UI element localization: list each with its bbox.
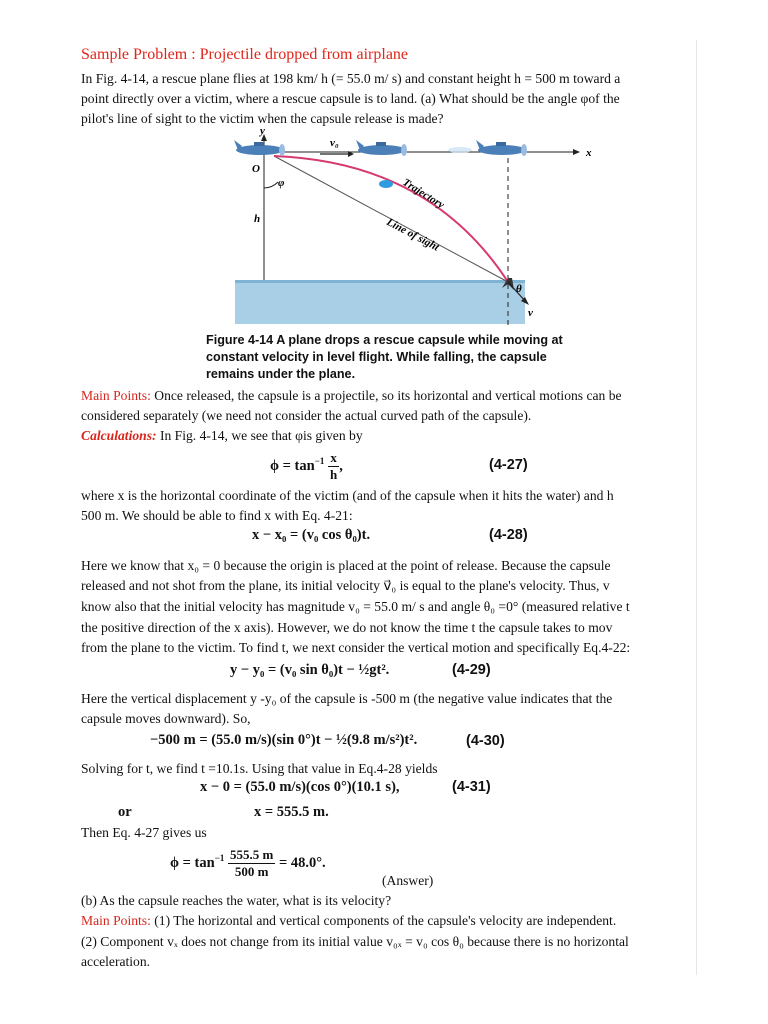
main-points-text: Once released, the capsule is a projectile, so its horizontal and vertical motions can be <box>154 388 622 403</box>
body-line: Here the vertical displacement y -y₀ of the capsule is -500 m (the negative value indicates that the <box>81 691 613 706</box>
main-points-label: Main Points: <box>81 913 151 928</box>
body-line: from the plane to the victim. To find t, we next consider the vertical motion and specifically Eq.4-22: <box>81 640 631 655</box>
intro-line: In Fig. 4-14, a rescue plane flies at 198 km/ h (= 55.0 m/ s) and constant height h = 500 m toward a <box>81 71 621 86</box>
body-line: capsule moves downward). So, <box>81 711 251 726</box>
equation-number: (4-31) <box>452 779 491 795</box>
x-axis-arrow <box>573 149 580 155</box>
v-label: v <box>528 307 533 319</box>
figure-caption <box>206 332 606 383</box>
v0-label: v₀ <box>330 137 339 149</box>
equation-4-27 <box>270 450 343 483</box>
body-line: the positive direction of the x axis). However, we do not know the time t the capsule takes to mov <box>81 620 613 635</box>
fraction <box>328 450 339 483</box>
sample-problem-title: Sample Problem : Projectile dropped from airplane <box>81 46 409 63</box>
body-line: (2) Component vₓ does not change from its initial value v₀ₓ = v₀ cos θ₀ because there is no horizontal <box>81 934 629 949</box>
body-line: acceleration. <box>81 954 151 969</box>
projectile-figure <box>190 128 610 328</box>
part-b-question: (b) As the capsule reaches the water, what is its velocity? <box>81 893 392 908</box>
calculations-text: In Fig. 4-14, we see that φis given by <box>159 428 363 443</box>
eq-lhs: ϕ = tan <box>170 854 215 871</box>
eq-tail: , <box>339 457 343 474</box>
figure-caption-line: A plane drops a rescue capsule while moving at <box>276 333 563 347</box>
x-axis-label: x <box>586 147 592 159</box>
page-edge <box>696 40 697 975</box>
water-surface <box>235 280 525 324</box>
eq-sup: −1 <box>214 853 225 863</box>
trajectory-label: Trajectory <box>400 176 447 212</box>
water-line <box>235 280 525 283</box>
body-line: know also that the initial velocity has magnitude v₀ = 55.0 m/ s and angle θ₀ =0° (measured relative t <box>81 599 630 614</box>
equation-4-28: x − x₀ = (v₀ cos θ₀)t. <box>252 527 371 543</box>
theta-label: θ <box>516 283 522 295</box>
intro-line: pilot's line of sight to the victim when the capsule release is made? <box>81 111 444 126</box>
line-of-sight-label: Line of sight <box>384 216 441 254</box>
equation-phi-result <box>170 847 326 880</box>
main-points-text: (1) The horizontal and vertical components of the capsule's velocity are independent. <box>154 913 617 928</box>
equation-number: (4-27) <box>489 457 528 473</box>
origin-label: O <box>252 163 260 175</box>
body-line: released and not shot from the plane, its initial velocity v⃗₀ is equal to the plane's velocity. Thus, v <box>81 578 610 593</box>
figure-caption-number: Figure 4-14 <box>206 333 274 347</box>
fraction-denominator: h <box>329 467 338 482</box>
main-points-paragraph <box>81 386 691 406</box>
y-axis-label: y <box>260 128 265 137</box>
body-line: 500 m. We should be able to find x with Eq. 4-21: <box>81 508 353 523</box>
phi-label: φ <box>278 177 285 189</box>
equation-4-31: x − 0 = (55.0 m/s)(cos 0°)(10.1 s), <box>200 779 400 795</box>
intro-line: point directly over a victim, where a rescue capsule is to land. (a) What should be the angle φof the <box>81 91 620 106</box>
fraction-numerator: 555.5 m <box>229 847 274 862</box>
main-points-label: Main Points: <box>81 388 151 403</box>
body-line: Here we know that x₀ = 0 because the origin is placed at the point of release. Because the capsule <box>81 558 611 573</box>
fraction-numerator: x <box>328 450 339 467</box>
plane-icon <box>448 140 527 156</box>
figure-caption-line: remains under the plane. <box>206 367 356 381</box>
capsule-icon <box>379 180 393 188</box>
fraction-denominator: 500 m <box>234 864 269 879</box>
plane-icon <box>234 140 285 156</box>
body-line: Solving for t, we find t =10.1s. Using that value in Eq.4-28 yields <box>81 761 438 776</box>
calculations-paragraph <box>81 426 691 446</box>
equation-number: (4-29) <box>452 662 491 678</box>
equation-number: (4-30) <box>466 733 505 749</box>
equation-4-30: −500 m = (55.0 m/s)(sin 0°)t − ½(9.8 m/s²)t². <box>150 732 418 748</box>
h-label: h <box>254 213 261 225</box>
answer-label: (Answer) <box>382 873 434 888</box>
plane-icon <box>356 140 407 156</box>
body-line: where x is the horizontal coordinate of the victim (and of the capsule when it hits the water) and h <box>81 488 614 503</box>
phi-arc <box>264 182 278 188</box>
body-line: Then Eq. 4-27 gives us <box>81 825 207 840</box>
equation-number: (4-28) <box>489 527 528 543</box>
calculations-label: Calculations: <box>81 428 157 443</box>
or-label: or <box>118 804 132 820</box>
fraction <box>228 847 275 880</box>
figure-caption-line: constant velocity in level flight. While falling, the capsule <box>206 350 547 364</box>
eq-tail: = 48.0°. <box>278 854 326 871</box>
main-points-line: considered separately (we need not consider the actual curved path of the capsule). <box>81 408 532 423</box>
eq-lhs: ϕ = tan <box>270 457 315 474</box>
eq-sup: −1 <box>314 456 325 466</box>
equation-4-29: y − y₀ = (v₀ sin θ₀)t − ½gt². <box>230 662 390 678</box>
main-points-paragraph-2 <box>81 911 691 931</box>
equation-x-result: x = 555.5 m. <box>254 804 329 820</box>
